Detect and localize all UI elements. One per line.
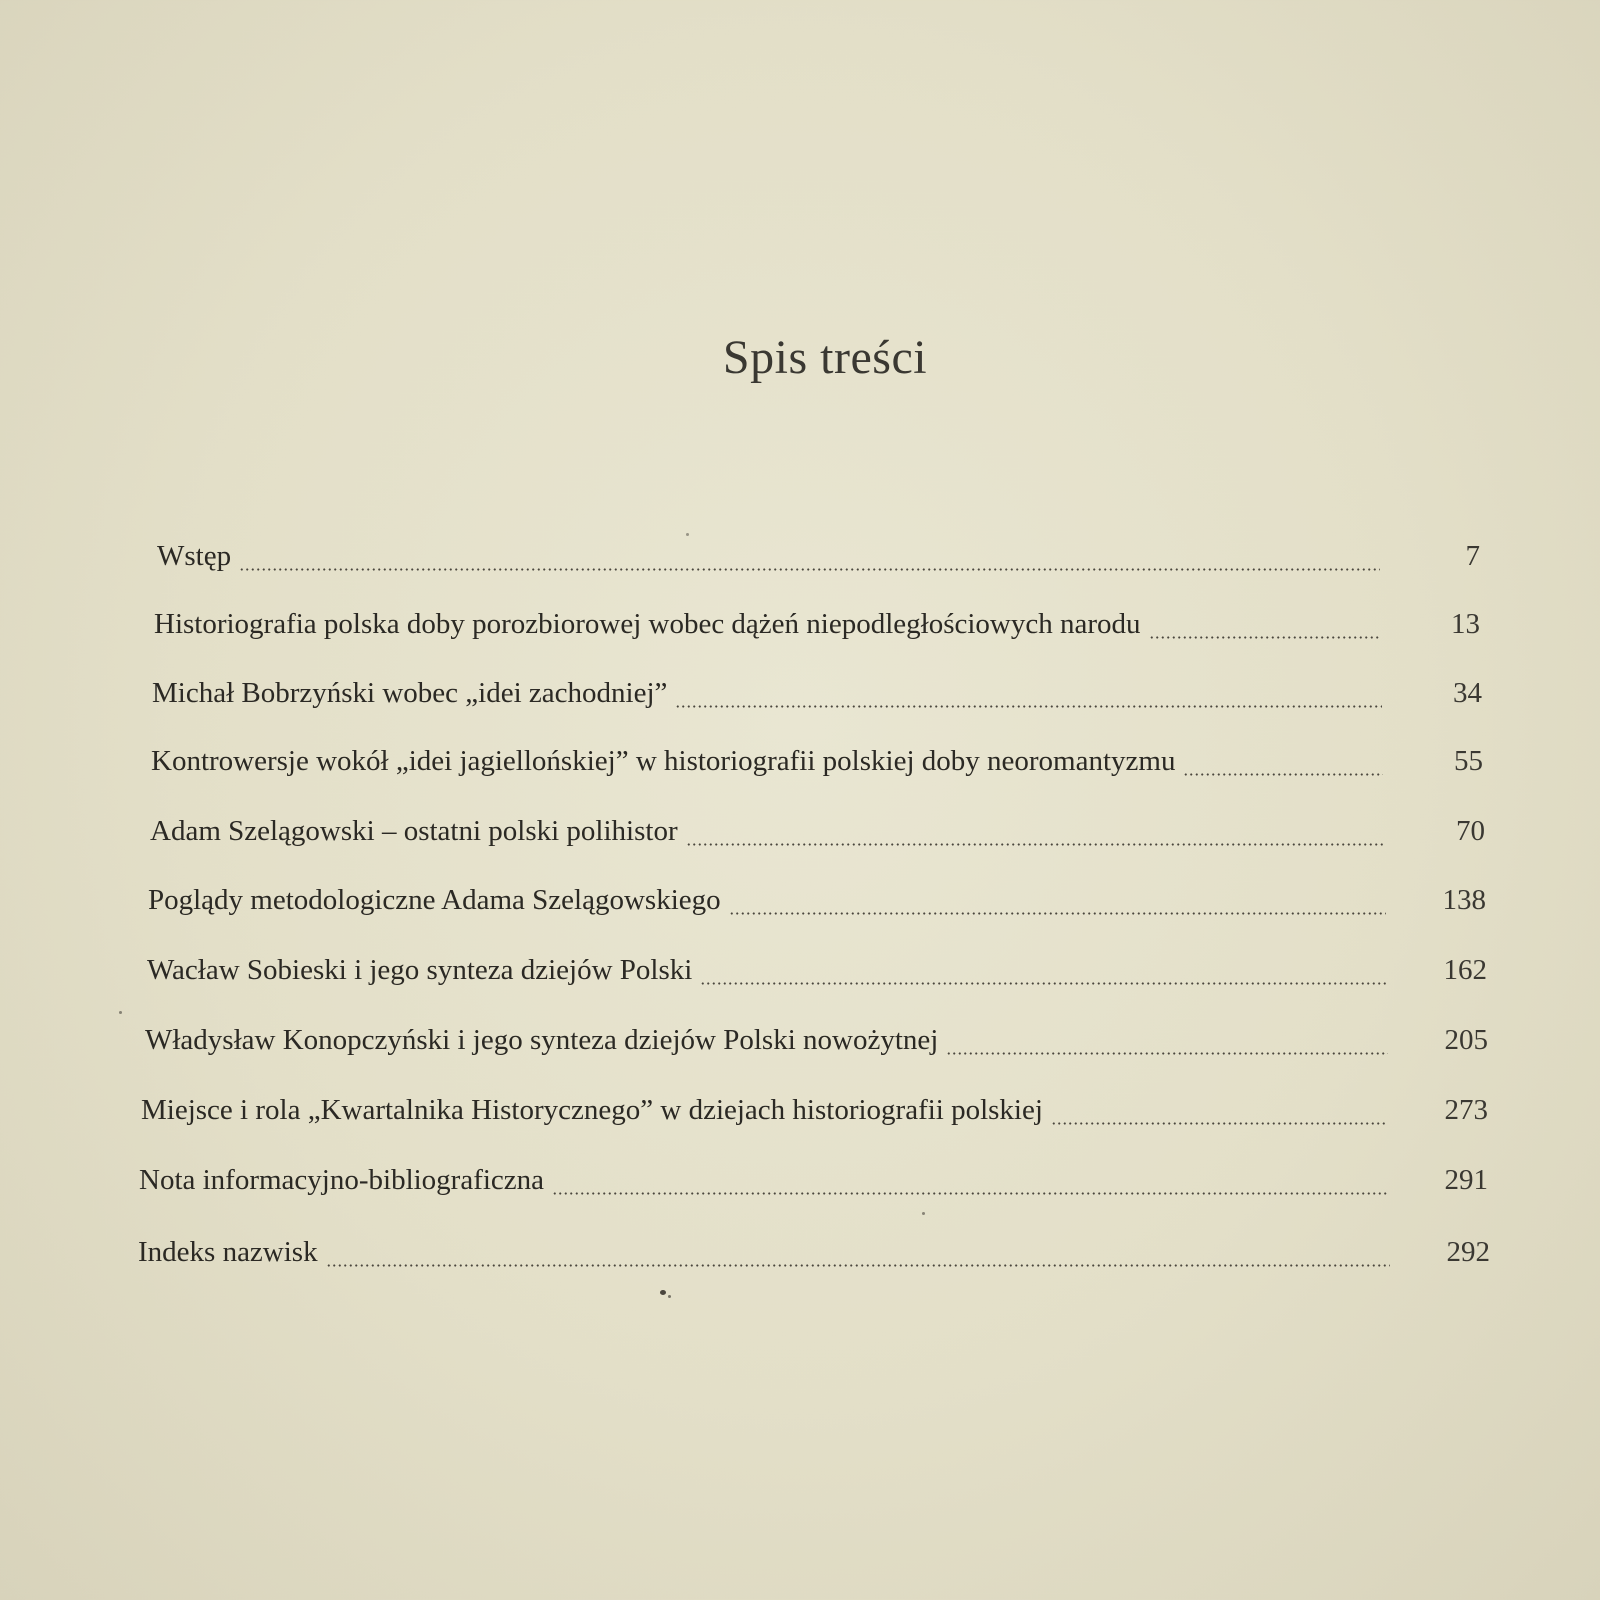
- dot-leader: [946, 1052, 1388, 1055]
- toc-entry[interactable]: [148, 884, 1486, 924]
- toc-entry-title: Miejsce i rola „Kwartalnika Historycznego” w dziejach historiografii polskiej: [141, 1094, 1043, 1126]
- dot-leader: [1149, 636, 1380, 639]
- toc-entry-page: 34: [1453, 677, 1482, 709]
- toc-entry-title: Wstęp: [157, 540, 232, 572]
- toc-entry-title: Poglądy metodologiczne Adama Szelągowskiego: [148, 884, 721, 916]
- toc-entry[interactable]: [150, 815, 1485, 855]
- dot-leader: [729, 912, 1386, 915]
- toc-entry-page: 291: [1444, 1164, 1488, 1196]
- dot-leader: [686, 843, 1385, 846]
- paper-speck: [922, 1212, 925, 1215]
- toc-entry-page: 162: [1443, 954, 1487, 986]
- toc-entry-page: 70: [1456, 815, 1485, 847]
- toc-entry-title: Wacław Sobieski i jego synteza dziejów Polski: [147, 954, 693, 986]
- dot-leader: [675, 705, 1382, 708]
- dot-leader: [552, 1192, 1388, 1195]
- toc-entry[interactable]: [154, 608, 1480, 648]
- paper-speck: [686, 533, 689, 536]
- page-title: Spis treści: [722, 331, 928, 384]
- toc-entry-title: Historiografia polska doby porozbiorowej wobec dążeń niepodległościowych narodu: [154, 608, 1141, 640]
- dot-leader: [700, 982, 1387, 985]
- toc-entry-page: 292: [1446, 1236, 1490, 1268]
- toc-entry-page: 205: [1444, 1024, 1488, 1056]
- toc-entry[interactable]: [151, 745, 1483, 785]
- paper-speck: [660, 1290, 666, 1295]
- paper-speck: [119, 1011, 122, 1014]
- paper-speck: [668, 1295, 671, 1298]
- toc-entry[interactable]: [147, 954, 1487, 994]
- toc-entry[interactable]: [152, 677, 1482, 717]
- toc-entry[interactable]: [145, 1024, 1488, 1064]
- toc-entry-title: Indeks nazwisk: [138, 1236, 318, 1268]
- toc-entry-page: 13: [1451, 608, 1480, 640]
- dot-leader: [1051, 1122, 1388, 1125]
- toc-entry-title: Nota informacyjno-bibliograficzna: [139, 1164, 545, 1196]
- toc-entry-title: Władysław Konopczyński i jego synteza dziejów Polski nowożytnej: [145, 1024, 939, 1056]
- toc-entry-title: Kontrowersje wokół „idei jagiellońskiej” w historiografii polskiej doby neoromantyzmu: [151, 745, 1176, 777]
- toc-entry[interactable]: [138, 1236, 1490, 1276]
- toc-entry-page: 273: [1444, 1094, 1488, 1126]
- toc-entry[interactable]: [157, 540, 1480, 580]
- toc-entry[interactable]: [139, 1164, 1488, 1204]
- toc-entry-title: Michał Bobrzyński wobec „idei zachodniej”: [152, 677, 668, 709]
- toc-entry[interactable]: [141, 1094, 1488, 1134]
- toc-entry-page: 55: [1454, 745, 1483, 777]
- toc-entry-title: Adam Szelągowski – ostatni polski polihistor: [150, 815, 678, 847]
- toc-entry-page: 7: [1465, 540, 1480, 572]
- toc-entry-page: 138: [1442, 884, 1486, 916]
- dot-leader: [326, 1264, 1390, 1267]
- dot-leader: [239, 568, 1380, 571]
- dot-leader: [1183, 773, 1383, 776]
